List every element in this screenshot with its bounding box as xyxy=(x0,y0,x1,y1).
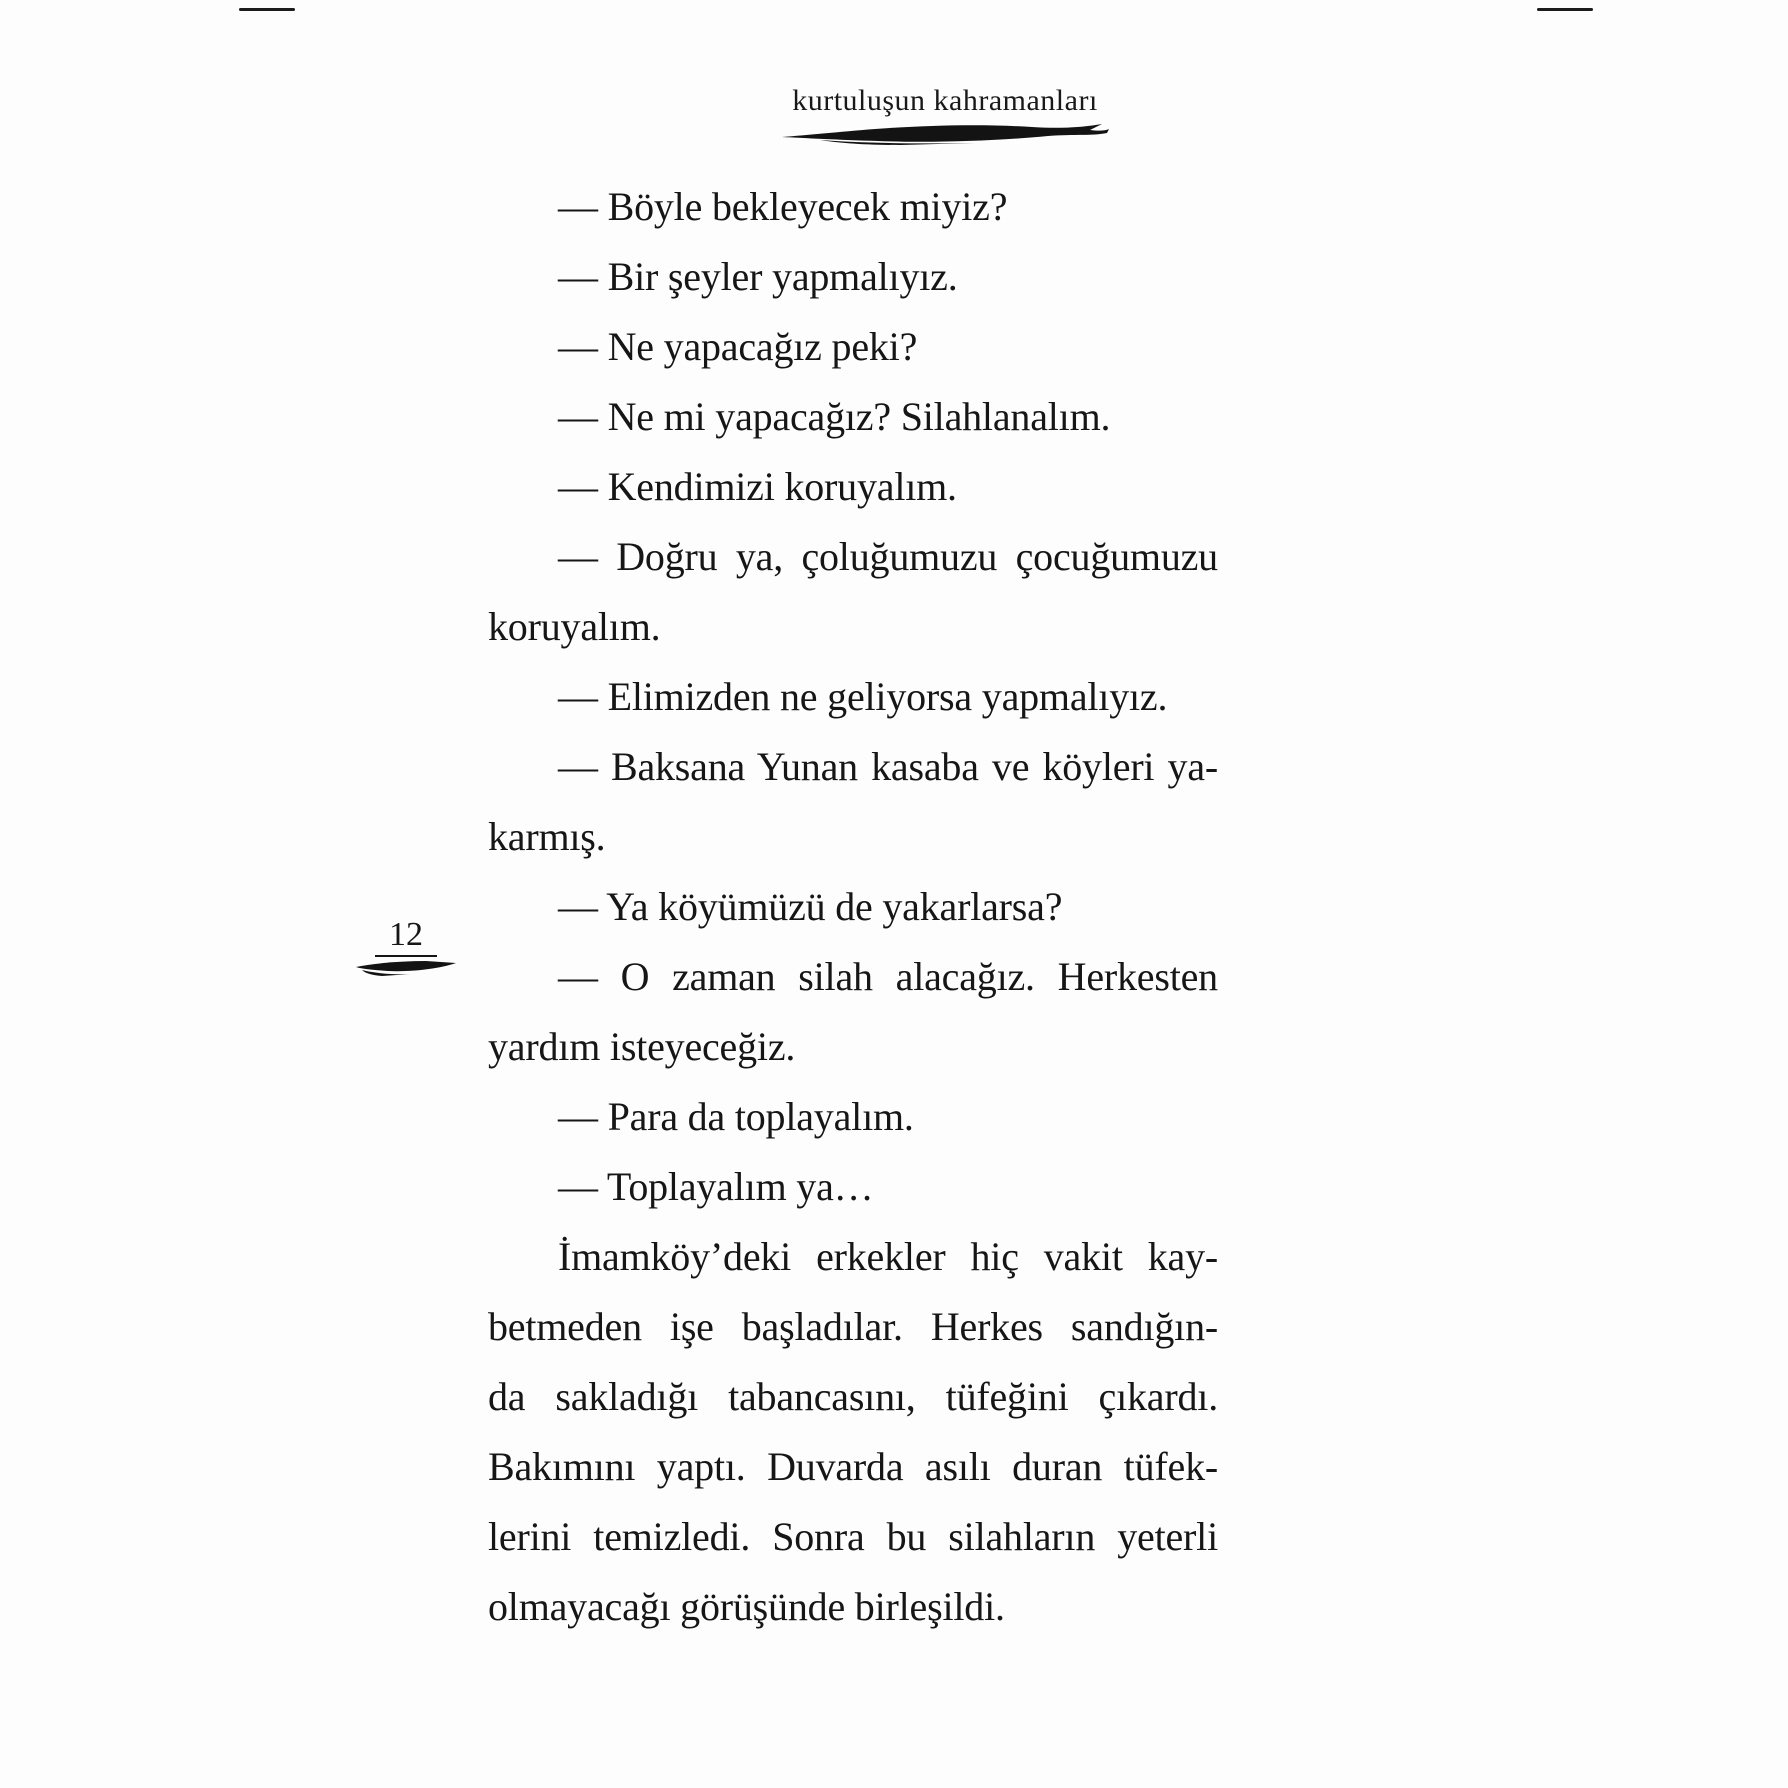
text-line: lerini temizledi. Sonra bu silahların yeterli xyxy=(488,1514,1218,1559)
page-number-block xyxy=(350,916,462,976)
dialogue-line: — Para da toplayalım. xyxy=(558,1094,914,1139)
dialogue-line: — Ne mi yapacağız? Silahlanalım. xyxy=(558,394,1111,439)
title-brush-stroke-icon xyxy=(780,121,1110,147)
body-text xyxy=(488,172,1218,1642)
top-left-corner-mark xyxy=(239,8,295,11)
text-line: da sakladığı tabancasını, tüfeğini çıkardı. xyxy=(488,1374,1218,1419)
text-line: olmayacağı görüşünde birleşildi. xyxy=(488,1584,1005,1629)
top-right-corner-mark xyxy=(1537,8,1593,11)
dialogue-line: — Toplayalım ya… xyxy=(558,1164,874,1209)
text-line: karmış. xyxy=(488,814,606,859)
running-header xyxy=(770,84,1120,147)
dialogue-line: — O zaman silah alacağız. Herkesten xyxy=(558,954,1218,999)
dialogue-line: — Bir şeyler yapmalıyız. xyxy=(558,254,958,299)
dialogue-line: — Ne yapacağız peki? xyxy=(558,324,918,369)
dialogue-line: — Böyle bekleyecek miyiz? xyxy=(558,184,1008,229)
text-line: betmeden işe başladılar. Herkes sandığın- xyxy=(488,1304,1218,1349)
dialogue-line: — Ya köyümüzü de yakarlarsa? xyxy=(558,884,1063,929)
page-number: 12 xyxy=(375,916,437,957)
dialogue-line: — Elimizden ne geliyorsa yapmalıyız. xyxy=(558,674,1168,719)
book-title: kurtuluşun kahramanları xyxy=(792,84,1098,117)
text-line: koruyalım. xyxy=(488,604,661,649)
text-line: Bakımını yaptı. Duvarda asılı duran tüfek- xyxy=(488,1444,1218,1489)
text-line: İmamköy’deki erkekler hiç vakit kay- xyxy=(558,1234,1218,1279)
text-line: yardım isteyeceğiz. xyxy=(488,1024,796,1069)
dialogue-line: — Doğru ya, çoluğumuzu çocuğumuzu xyxy=(558,534,1218,579)
page-number-brush-stroke-icon xyxy=(354,956,458,976)
dialogue-line: — Baksana Yunan kasaba ve köyleri ya- xyxy=(558,744,1218,789)
dialogue-line: — Kendimizi koruyalım. xyxy=(558,464,957,509)
